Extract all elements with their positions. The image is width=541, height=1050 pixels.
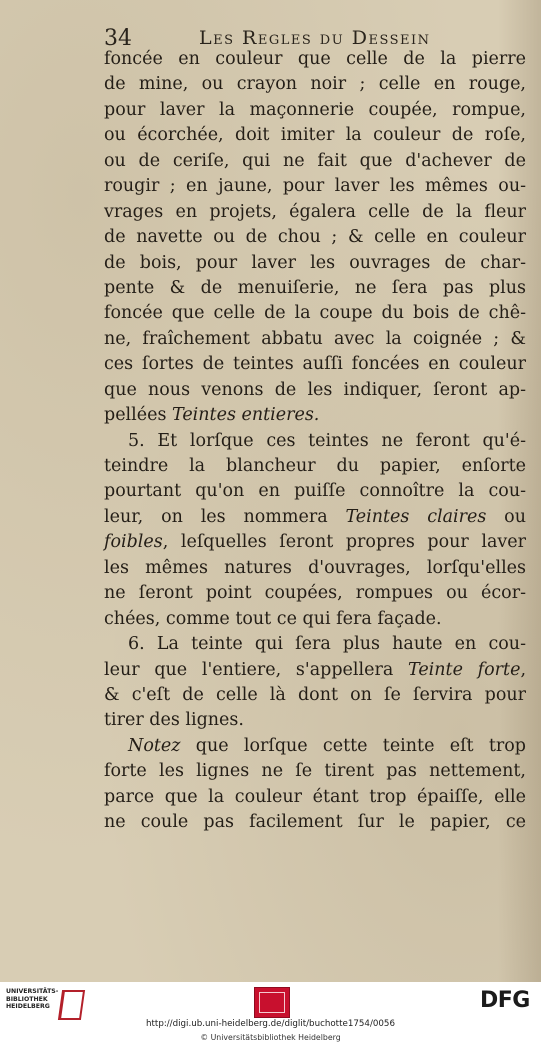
text-line	[104, 454, 526, 479]
text-line	[104, 632, 526, 657]
text-line	[104, 72, 526, 97]
text-run: parce que la couleur étant trop épaiſſe, elle	[104, 786, 526, 807]
text-line	[104, 581, 526, 606]
heidelberg-seal-icon	[254, 987, 290, 1018]
text-line	[104, 47, 526, 72]
text-run: que lorſque cette teinte eſt trop	[180, 735, 526, 756]
text-line	[104, 479, 526, 504]
text-line	[104, 530, 526, 555]
text-line	[104, 556, 526, 581]
text-line	[104, 785, 526, 810]
text-line	[104, 505, 526, 530]
dfg-logo: DFG	[480, 988, 530, 1013]
text-run: de navette ou de chou ; & celle en couleur	[104, 227, 526, 248]
text-run: 5. Et lorſque ces teintes ne feront qu'é-	[128, 430, 526, 451]
text-line	[104, 759, 526, 784]
text-line	[104, 683, 526, 708]
text-line	[104, 708, 526, 733]
text-run: que nous venons de les indiquer, ſeront ap-	[104, 379, 526, 400]
text-run: pourtant qu'on en puiſſe connoître la cou-	[104, 481, 526, 502]
text-line	[104, 378, 526, 403]
text-line	[104, 327, 526, 352]
text-run: foncée en couleur que celle de la pierre	[104, 49, 526, 69]
italic-term: Teintes claires	[345, 506, 487, 527]
text-run: ,	[520, 659, 527, 680]
text-line	[104, 301, 526, 326]
text-line	[104, 276, 526, 301]
text-line	[104, 734, 526, 759]
italic-term: Teintes entieres.	[172, 405, 320, 426]
text-run: teindre la blancheur du papier, enſorte	[104, 456, 526, 476]
running-title: Les Regles du Dessein	[199, 27, 431, 49]
source-url[interactable]: http://digi.ub.uni-heidelberg.de/diglit/buchotte1754/0056	[146, 1019, 395, 1029]
text-run: foncée que celle de la coupe du bois de chê-	[104, 303, 526, 324]
text-run: de mine, ou crayon noir ; celle en rouge,	[104, 74, 526, 95]
text-run: , leſquelles ſeront propres pour laver	[162, 532, 526, 553]
text-line	[104, 200, 526, 225]
text-run: les mêmes natures d'ouvrages, lorſqu'elles	[104, 557, 526, 578]
copyright-notice: © Universitätsbibliothek Heidelberg	[200, 1033, 341, 1042]
text-run: de bois, pour laver les ouvrages de char-	[104, 252, 526, 273]
text-line	[104, 251, 526, 276]
text-run: ou écorchée, doit imiter la couleur de roſe,	[104, 125, 526, 146]
text-line	[104, 352, 526, 377]
text-line	[104, 123, 526, 148]
text-run: pellées	[104, 405, 173, 426]
text-run: & c'eſt de celle là dont on ſe ſervira pour	[104, 684, 526, 705]
text-run: leur que l'entiere, s'appellera	[104, 659, 408, 680]
italic-term: Notez	[128, 735, 181, 756]
text-run: chées, comme tout ce qui fera façade.	[104, 608, 442, 629]
text-run: leur, on les nommera	[104, 506, 346, 527]
text-run: ne ſeront point coupées, rompues ou écor-	[104, 583, 526, 604]
text-run: tirer des lignes.	[104, 710, 244, 731]
text-run: ne coule pas facilement ſur le papier, ce	[104, 812, 526, 833]
text-run: rougir ; en jaune, pour laver les mêmes ou-	[104, 176, 526, 197]
text-run: ou	[486, 506, 526, 527]
italic-term: foibles	[104, 532, 163, 553]
text-line	[104, 225, 526, 250]
viewer-footer	[0, 982, 541, 1050]
italic-term: Teinte forte	[408, 659, 521, 680]
text-line	[104, 98, 526, 123]
text-line	[104, 174, 526, 199]
text-run: ces ſortes de teintes auſſi foncées en couleur	[104, 354, 526, 375]
page-number: 34	[104, 26, 132, 51]
body-text	[104, 47, 526, 836]
library-logo-text: UNIVERSITÄTS- BIBLIOTHEK HEIDELBERG	[6, 988, 59, 1011]
text-run: pour laver la maçonnerie coupée, rompue,	[104, 99, 526, 120]
text-run: vrages en projets, égalera celle de la fleur	[104, 201, 526, 222]
text-line	[104, 149, 526, 174]
text-line	[104, 658, 526, 683]
library-mark-icon	[58, 990, 85, 1020]
text-run: ne, fraîchement abbatu avec la coignée ; &	[104, 328, 526, 349]
text-line	[104, 403, 526, 428]
text-line	[104, 810, 526, 835]
text-run: ou de ceriſe, qui ne fait que d'achever de	[104, 150, 526, 171]
text-line	[104, 429, 526, 454]
university-library-logo	[6, 987, 96, 1023]
text-run: pente & de menuiſerie, ne ſera pas plus	[104, 277, 526, 298]
text-run: 6. La teinte qui ſera plus haute en cou-	[128, 634, 526, 655]
text-run: forte les lignes ne ſe tirent pas nettement,	[104, 761, 526, 782]
text-line	[104, 607, 526, 632]
